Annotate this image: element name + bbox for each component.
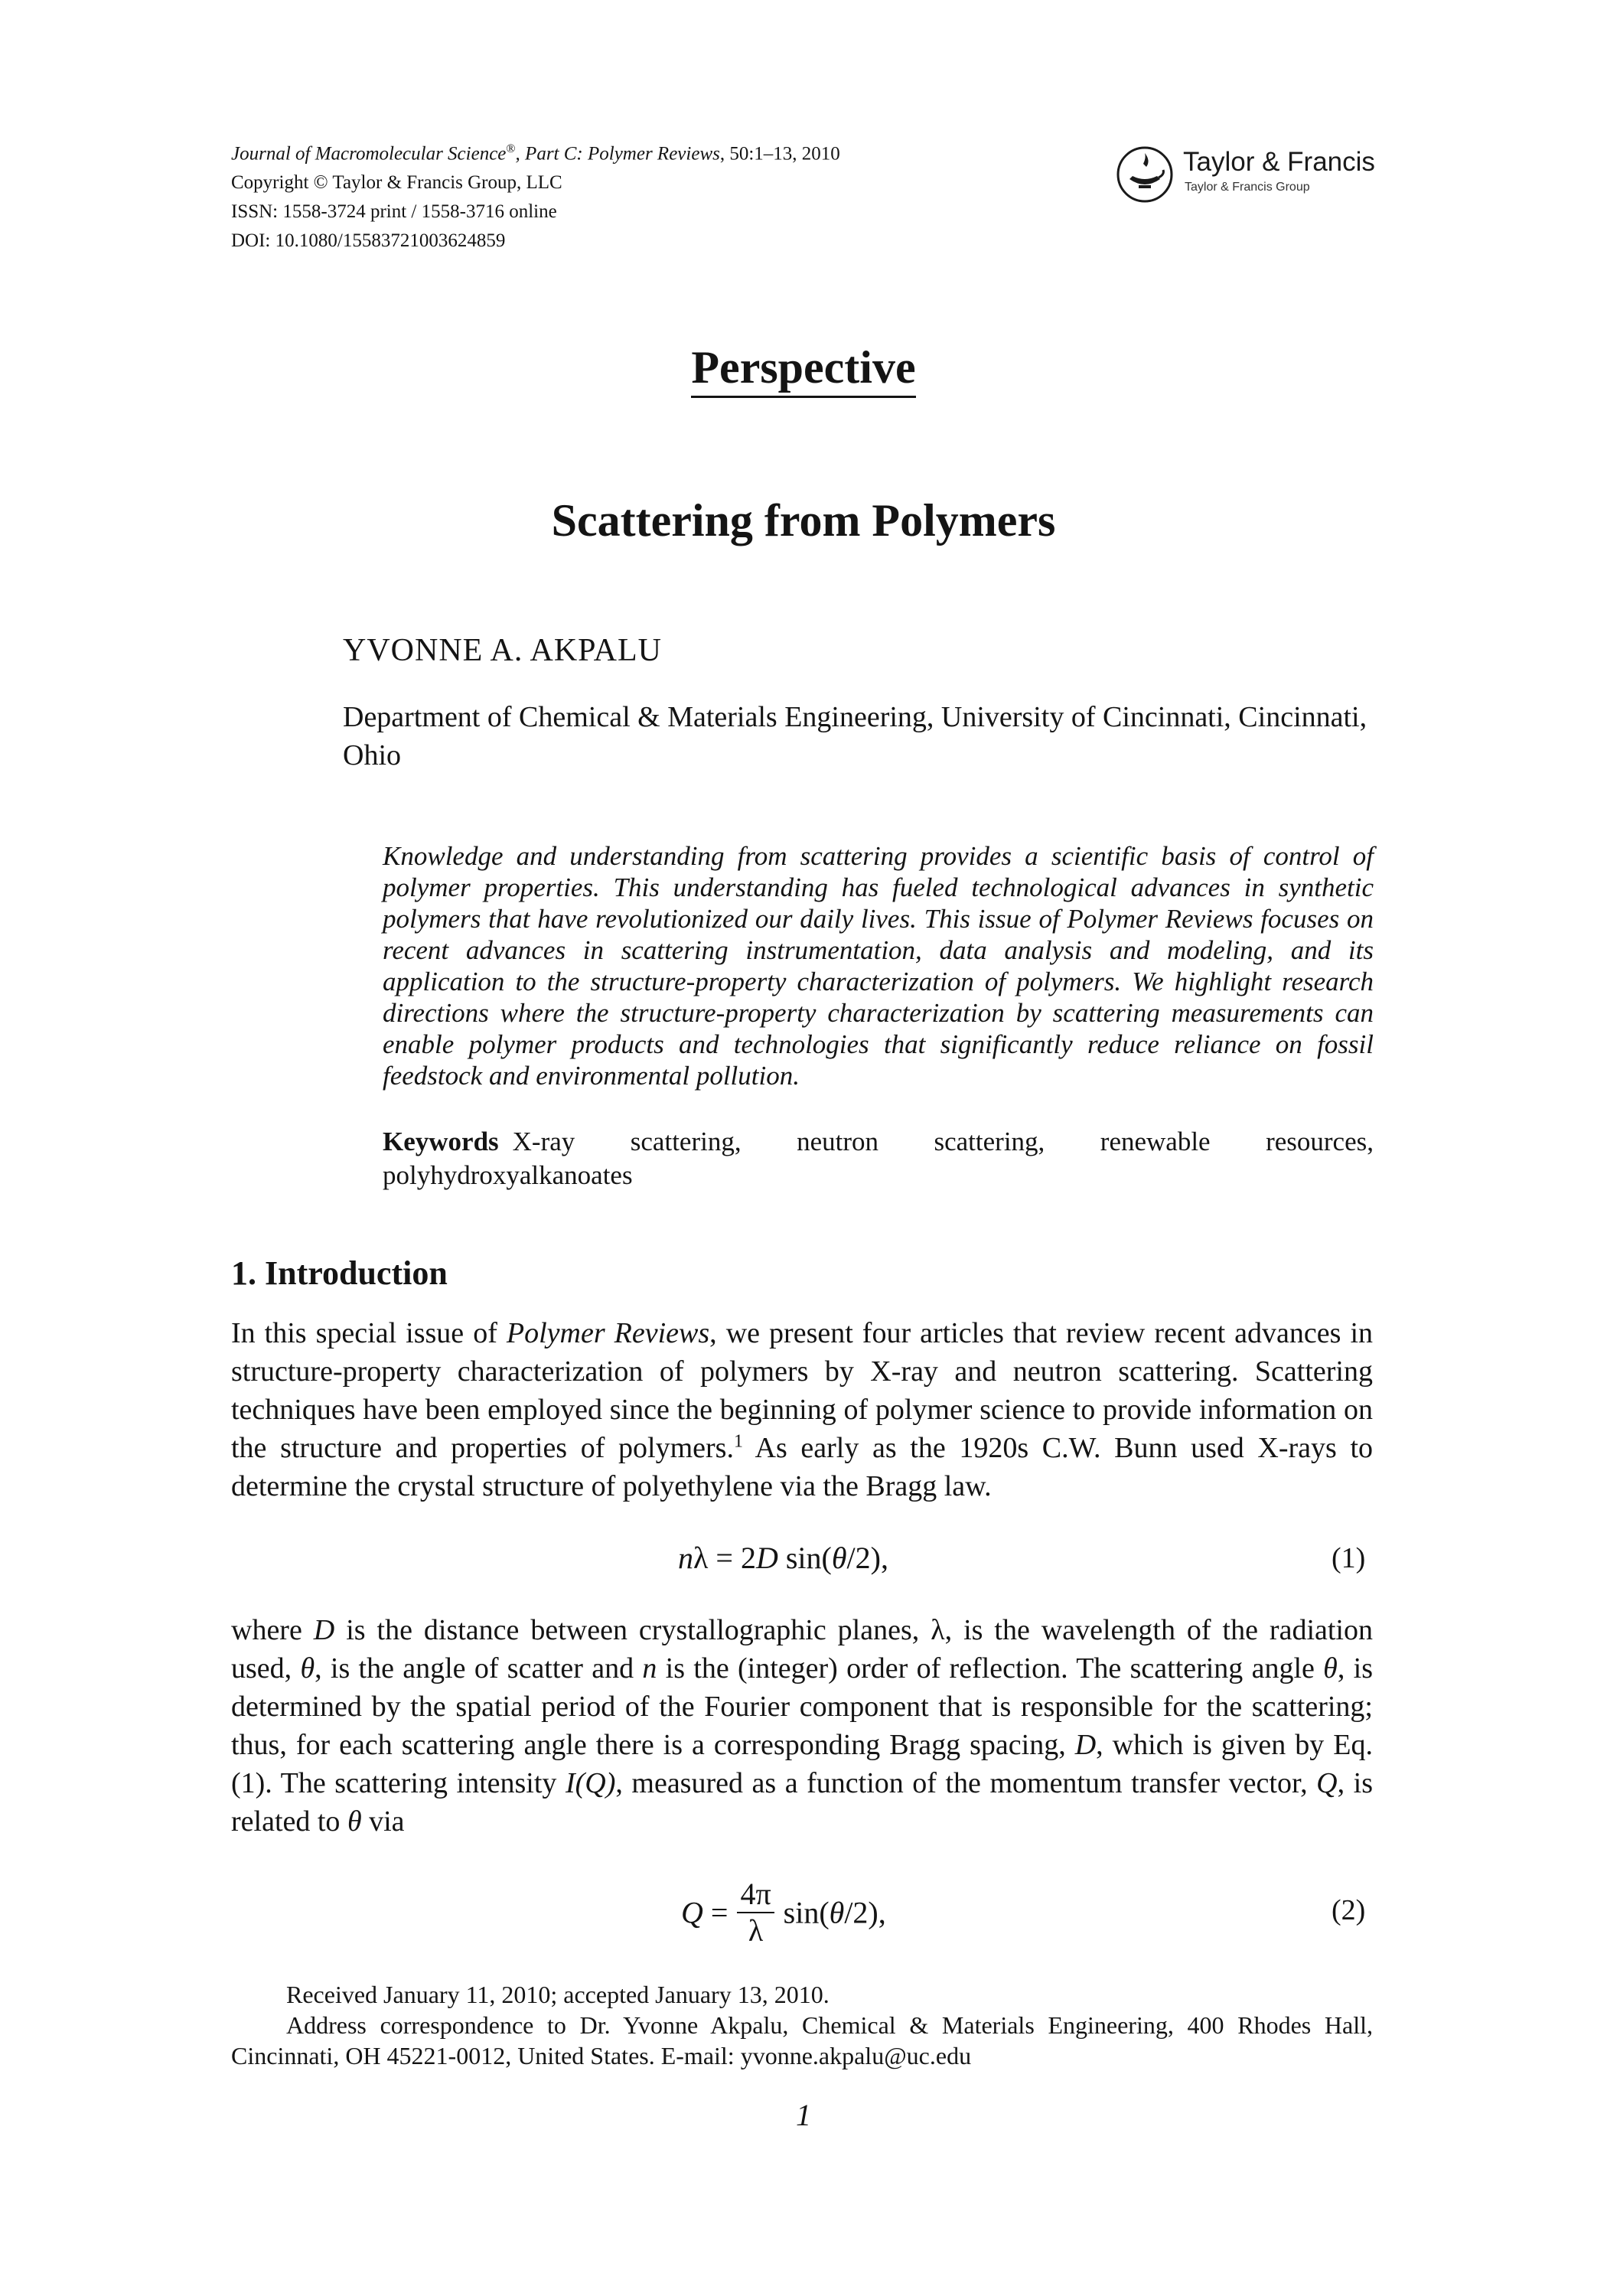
section-label-text: Perspective xyxy=(691,342,915,398)
equation-1-number: (1) xyxy=(1332,1542,1366,1574)
eq-symbol: n xyxy=(678,1541,693,1575)
eq-text: sin( xyxy=(783,1895,830,1930)
eq-text: = xyxy=(702,1895,729,1930)
eq-symbol: Q xyxy=(681,1895,703,1930)
math-symbol: θ xyxy=(300,1652,315,1684)
equation-1 xyxy=(678,1540,888,1576)
text-run: , which is given by Eq. (1). The scattering intensity xyxy=(231,1729,1373,1799)
text-run: In this special issue of xyxy=(231,1317,507,1349)
eq-symbol: θ xyxy=(829,1895,845,1930)
text-run: where xyxy=(231,1614,314,1646)
text-run: is the distance between crystallographic planes, λ, is the wavelength of the radiation used, xyxy=(231,1614,1373,1684)
page-number: 1 xyxy=(796,2098,811,2132)
keywords xyxy=(383,1125,1374,1192)
text-run: , is the angle of scatter and xyxy=(315,1652,643,1684)
math-symbol: Q xyxy=(1316,1767,1338,1799)
section-heading: 1. Introduction xyxy=(231,1254,448,1292)
keywords-label: Keywords xyxy=(383,1127,499,1156)
text-run: , is determined by the spatial period of the Fourier component that is responsible for the scattering; thus, for each scattering angle there is a corresponding Bragg spacing, xyxy=(231,1652,1373,1761)
journal-citation xyxy=(231,135,840,168)
author-affiliation: Department of Chemical & Materials Engineering, University of Cincinnati, Cincinnati, Ohio xyxy=(343,701,1367,771)
eq-symbol: λ xyxy=(693,1541,709,1575)
section-label xyxy=(0,341,1607,394)
eq-text: = 2 xyxy=(708,1541,756,1575)
intro-paragraph-1 xyxy=(231,1314,1373,1505)
journal-registered-mark: ® xyxy=(506,142,516,155)
math-symbol: n xyxy=(642,1652,657,1684)
publisher-name: Taylor & Francis xyxy=(1183,147,1375,177)
eq-text: /2), xyxy=(844,1895,886,1930)
text-run: , we present four articles that review recent advances in structure-property characterization of polymers by X-ray and neutron scattering. Scattering techniques have been employed since the beginning of polymer science to provide information on the structure and properties of polymers. xyxy=(231,1317,1374,1464)
eq-symbol: θ xyxy=(831,1541,847,1575)
equation-2-number: (2) xyxy=(1332,1894,1366,1926)
eq-text: /2), xyxy=(846,1541,888,1575)
text-run: via xyxy=(361,1805,405,1838)
author-name: YVONNE A. AKPALU xyxy=(343,633,662,668)
correspondence-address: Address correspondence to Dr. Yvonne Akpalu, Chemical & Materials Engineering, 400 Rhodes Hall, Cincinnati, OH 45221-0012, United States. E-mail: yvonne.akpalu@uc.edu xyxy=(231,2011,1373,2069)
copyright-line: Copyright © Taylor & Francis Group, LLC xyxy=(231,172,562,194)
journal-part: , Part C: Polymer Reviews xyxy=(515,143,720,165)
reference-superscript: 1 xyxy=(733,1431,743,1452)
math-symbol: θ xyxy=(1323,1652,1338,1684)
keywords-list: X-ray scattering, neutron scattering, renewable resources, polyhydroxyalkanoates xyxy=(383,1127,1374,1190)
issn-line: ISSN: 1558-3724 print / 1558-3716 online xyxy=(231,201,557,223)
doi-line: DOI: 10.1080/15583721003624859 xyxy=(231,230,506,252)
journal-title-italic: Polymer Reviews xyxy=(506,1317,710,1349)
text-run: is the (integer) order of reflection. The scattering angle xyxy=(657,1652,1324,1684)
eq-symbol: D xyxy=(755,1541,778,1575)
eq-text: sin( xyxy=(777,1541,832,1575)
abstract: Knowledge and understanding from scattering provides a scientific basis of control of polymer properties. This understanding has fueled technological advances in synthetic polymers that have revolutionized our daily lives. This issue of Polymer Reviews focuses on recent advances in scattering instrumentation, data analysis and modeling, and its application to the structure-property characterization of polymers. We highlight research directions where the structure-property characterization by scattering measurements can enable polymer products and technologies that significantly reduce reliance on fossil feedstock and environmental pollution. xyxy=(383,841,1374,1091)
equation-2 xyxy=(681,1877,886,1961)
math-symbol: I(Q) xyxy=(565,1767,616,1799)
text-run: As early as the 1920s C.W. Bunn used X-rays to determine the crystal structure of polyethylene via the Bragg law. xyxy=(231,1432,1373,1502)
publisher-group: Taylor & Francis Group xyxy=(1185,181,1310,194)
publisher-logo xyxy=(1116,144,1391,205)
journal-issue: , 50:1–13, 2010 xyxy=(719,143,840,165)
intro-paragraph-2 xyxy=(231,1611,1373,1841)
fraction-denominator: λ xyxy=(748,1913,764,1948)
fraction xyxy=(737,1877,774,1949)
article-title: Scattering from Polymers xyxy=(551,495,1056,546)
math-symbol: D xyxy=(1074,1729,1097,1761)
lamp-logo-icon xyxy=(1116,145,1174,204)
footnote xyxy=(231,1979,1373,2071)
journal-name: Journal of Macromolecular Science xyxy=(231,143,507,165)
text-run: , measured as a function of the momentum transfer vector, xyxy=(615,1767,1317,1799)
text-run: , is related to xyxy=(231,1767,1373,1838)
received-dates: Received January 11, 2010; accepted January 13, 2010. xyxy=(286,1981,830,2008)
math-symbol: D xyxy=(313,1614,335,1646)
journal-header xyxy=(231,135,840,256)
fraction-numerator: 4π xyxy=(737,1877,774,1913)
math-symbol: θ xyxy=(347,1805,362,1838)
